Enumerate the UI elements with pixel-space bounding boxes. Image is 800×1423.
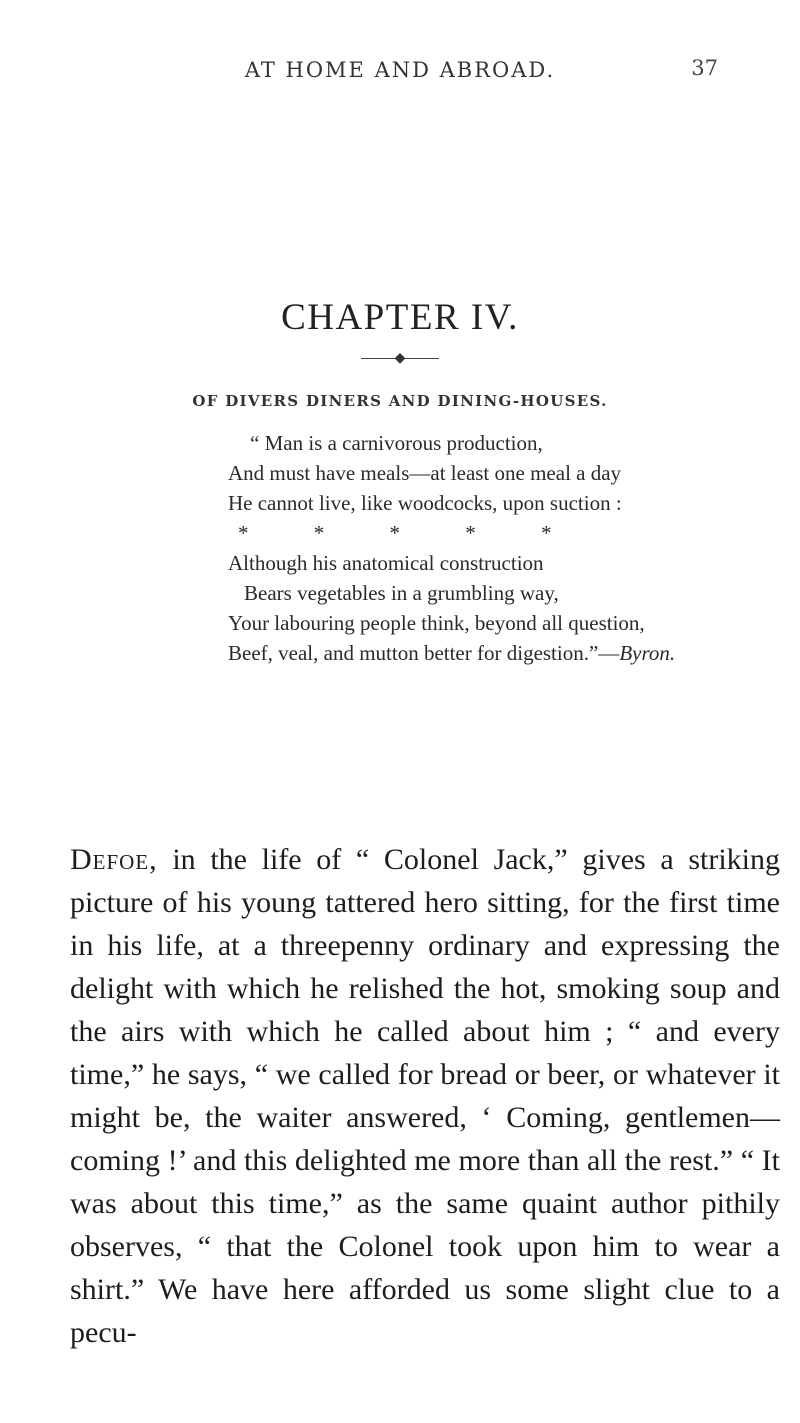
epigraph-line-text: Beef, veal, and mutton better for digestion.”— xyxy=(228,641,620,665)
chapter-subtitle: OF DIVERS DINERS AND DINING-HOUSES. xyxy=(192,392,608,410)
epigraph-line: He cannot live, like woodcocks, upon suction : xyxy=(228,491,622,515)
epigraph-line: Although his anatomical construction xyxy=(228,551,544,575)
epigraph-line: And must have meals—at least one meal a day xyxy=(228,461,622,485)
epigraph-line: “ Man is a carnivorous production, xyxy=(250,431,543,455)
chapter-title: CHAPTER IV. xyxy=(281,297,519,338)
body-paragraph xyxy=(70,838,780,1354)
body-text: in the life of “ Colonel Jack,” gives a striking picture of his young tattered hero sitting, for the first time in his life, at a threepenny ordinary and expressing the delight with which he relished the hot, smoking soup and the airs with which he called about him ; “ and every time,” he says, “ we called for bread or beer, or whatever it might be, the waiter answered, ‘ Coming, gentlemen—coming !’ and this delighted me more than all the rest.” “ It was about this time,” as the same quaint author pithily observes, “ that the Colonel took upon him to wear a shirt.” We have here afforded us some slight clue to a pecu- xyxy=(70,843,780,1349)
epigraph xyxy=(228,428,776,668)
body-first-word: Defoe, xyxy=(70,843,158,876)
epigraph-separator: * * * * * xyxy=(238,521,582,545)
running-head: AT HOME AND ABROAD. xyxy=(244,58,556,82)
epigraph-attribution: Byron. xyxy=(619,641,676,665)
page-number: 37 xyxy=(691,56,718,80)
epigraph-line: Your labouring people think, beyond all question, xyxy=(228,611,645,635)
epigraph-line xyxy=(228,638,776,668)
ornament-divider: ◆ xyxy=(0,350,800,366)
epigraph-line: Bears vegetables in a grumbling way, xyxy=(244,581,559,605)
